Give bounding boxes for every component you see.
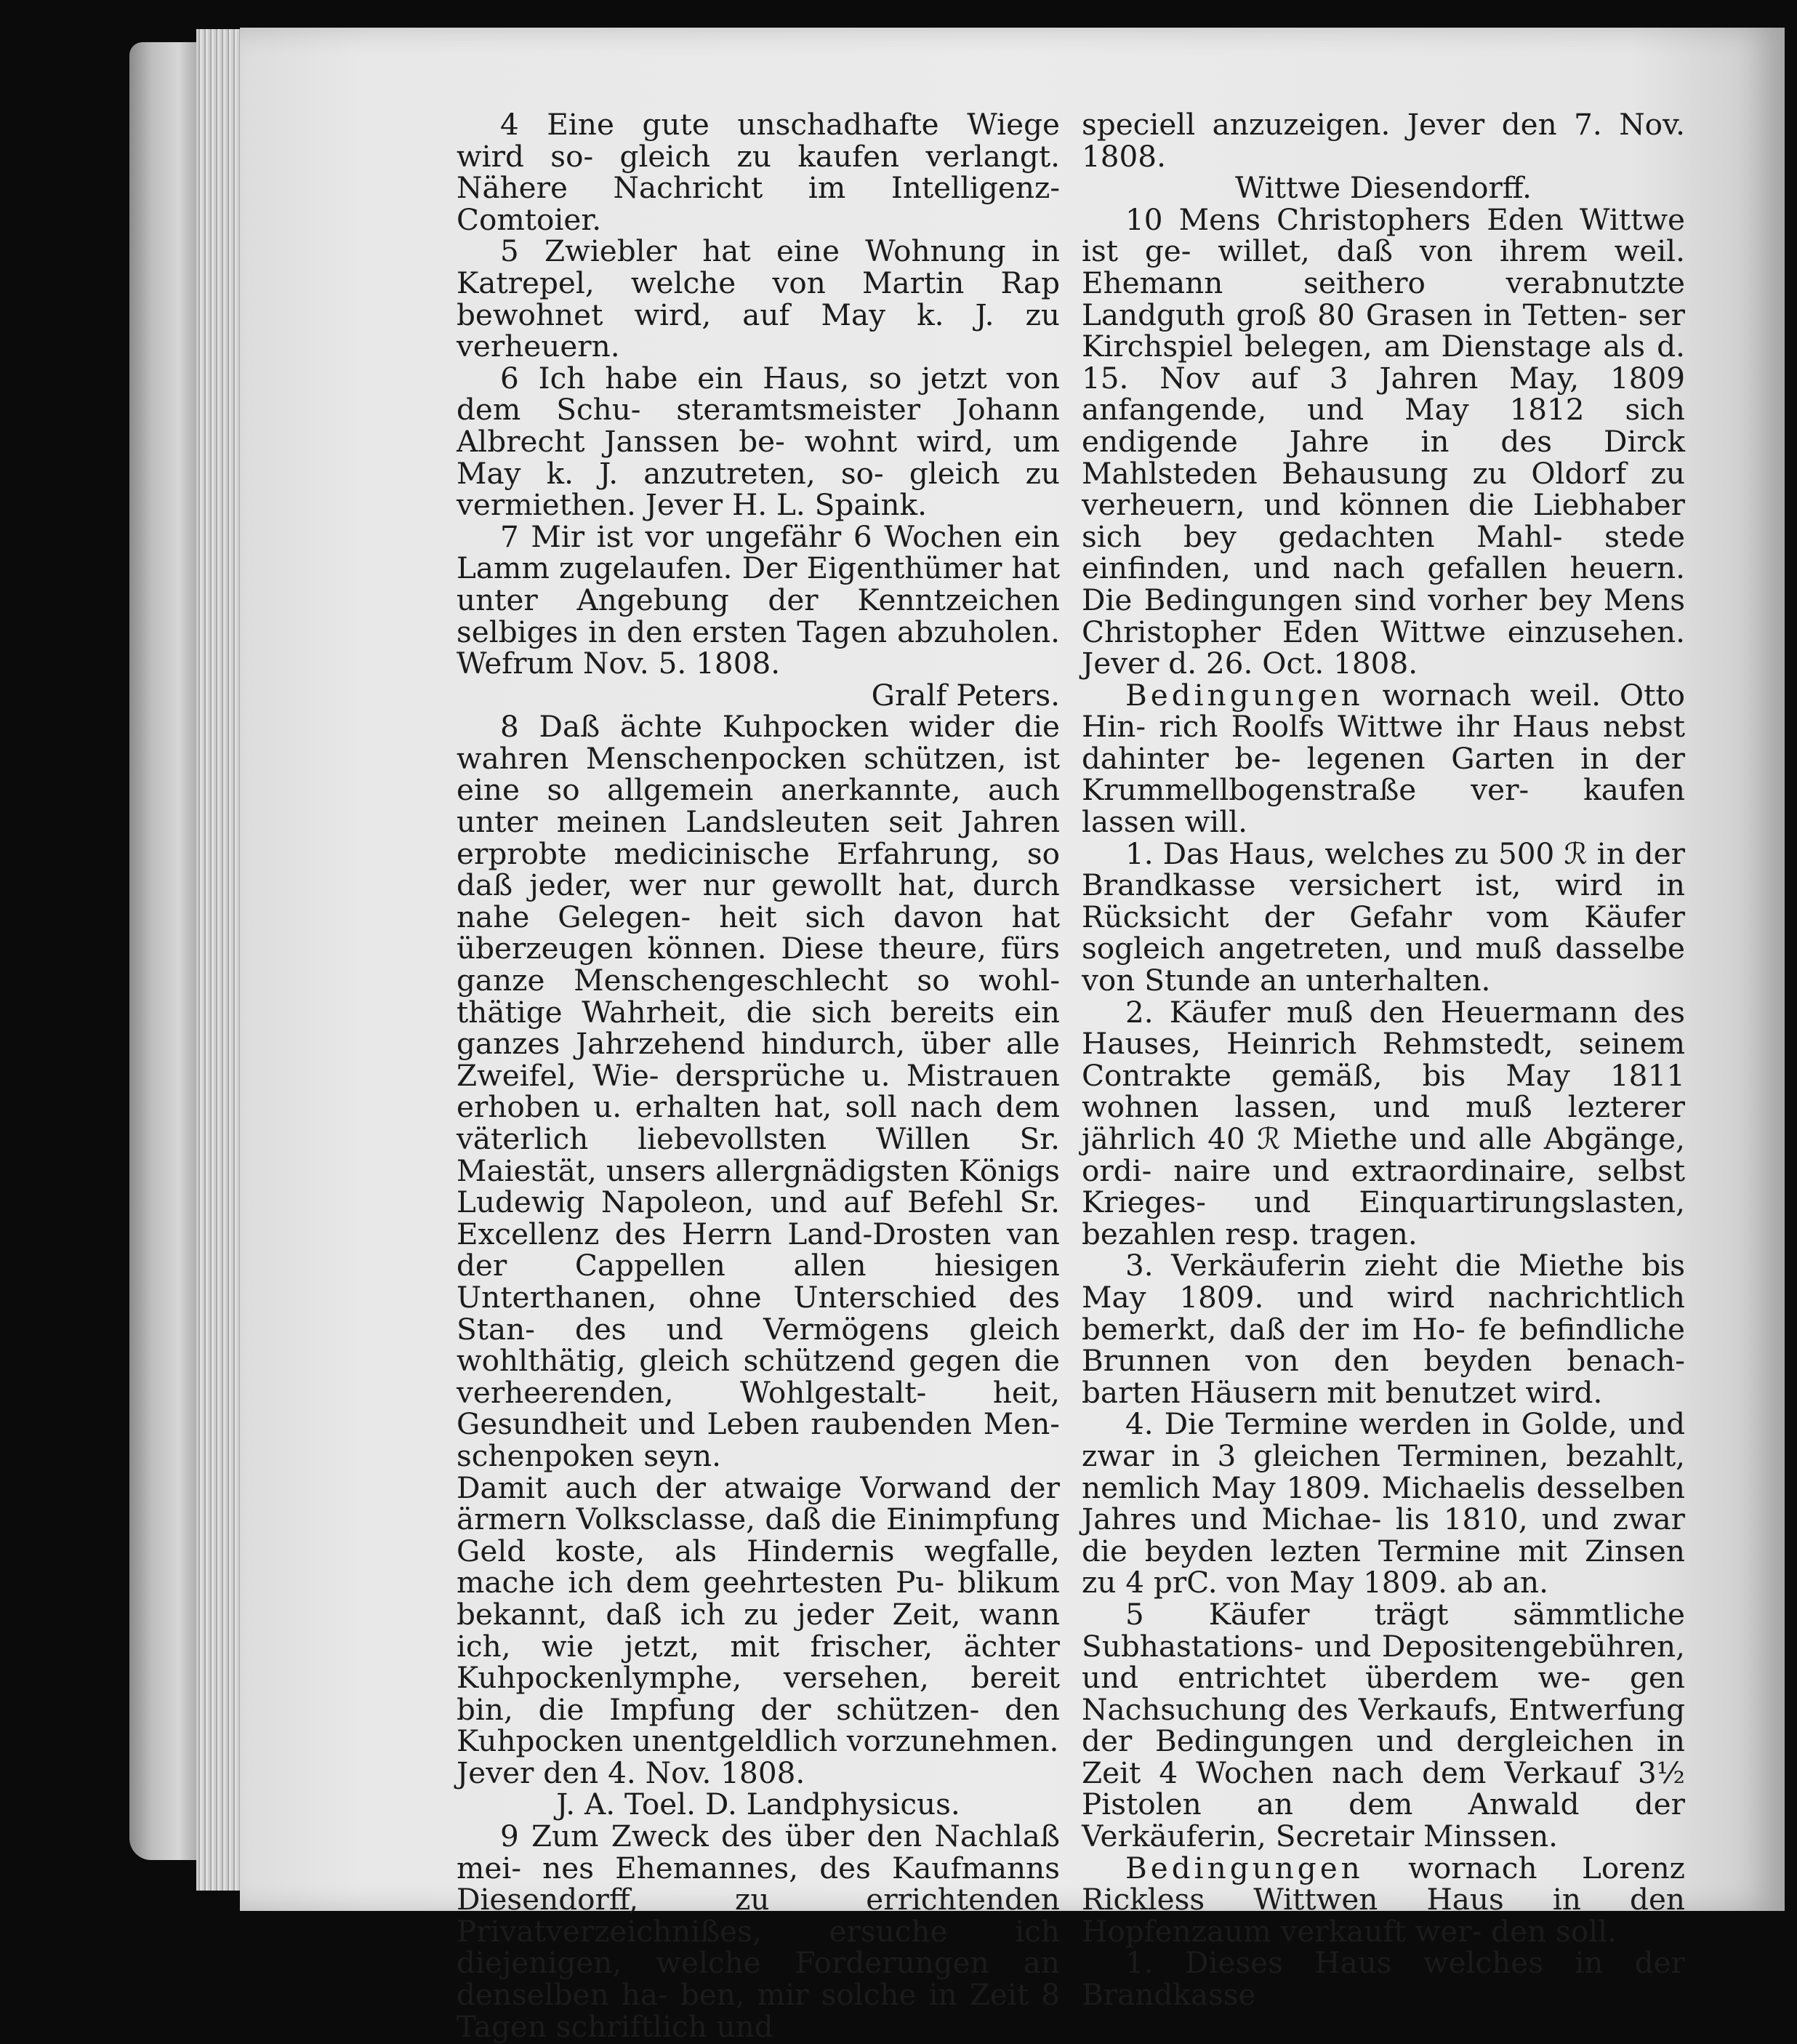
conditions-1-text: wornach weil. Otto Hin- rich Roolfs Wittwe ihr Haus nebst dahinter be- legenen Garten in der Krummellbogenstraße ver- kaufen lassen will. [1082, 677, 1686, 840]
condition-2: 2. Käufer muß den Heuermann des Hauses, Heinrich Rehmstedt, seinem Contrakte gemäß, bis May 1811 wohnen lassen, und muß lezterer jährlich 40 ℛ Miethe und alle Abgänge, ordi- naire und extraordinaire, selbst Krieges- und Einquartirungslasten, bezahlen resp. tragen. [1082, 994, 1685, 1251]
notice-9-signature: Wittwe Diesendorff. [1234, 170, 1532, 206]
right-column [1082, 109, 1685, 2011]
conditions-2 [1082, 1850, 1686, 1949]
notice-7: 7 Mir ist vor ungefähr 6 Wochen ein Lamm zugelaufen. Der Eigenthümer hat unter Angebung der Kenntzeichen selbiges in den ersten Tagen abzuholen. Wefrum Nov. 5. 1808. [457, 518, 1060, 681]
conditions-1-heading: Bedingungen [1125, 677, 1364, 713]
conditions-2-text: wornach Lorenz Rickless Wittwen Haus in den Hopfenzaum verkauft wer- den soll. [1082, 1850, 1686, 1949]
condition-1: 1. Das Haus, welches zu 500 ℛ in der Brandkasse versichert ist, wird in Rücksicht der Gefahr vom Käufer sogleich angetreten, und muß dasselbe von Stunde an unterhalten. [1082, 835, 1685, 998]
notice-4: 4 Eine gute unschadhafte Wiege wird so- gleich zu kaufen verlangt. Nähere Nachricht im Intelligenz-Comtoier. [457, 107, 1060, 237]
condition-d1: 1. Dieses Haus welches in der Brandkasse [1082, 1945, 1685, 2013]
conditions-1 [1082, 677, 1686, 840]
notice-10: 10 Mens Christophers Eden Wittwe ist ge- willet, daß von ihrem weil. Ehemann seithero verabnutzte Landguth groß 80 Grasen in Tetten- ser Kirchspiel belegen, am Dienstage als d. 15. Nov auf 3 Jahren May, 1809 anfangende, und May 1812 sich endigende Jahre in des Dirck Mahlsteden Behausung zu Oldorf zu verheuern, und können die Liebhaber sich bey gedachten Mahl- stede einfinden, und nach gefallen heuern. Die Bedingungen sind vorher bey Mens Christopher Eden Wittwe einzusehen. Jever d. 26. Oct. 1808. [1082, 201, 1685, 681]
notice-8: 8 Daß ächte Kuhpocken wider die wahren Menschenpocken schützen, ist eine so allgemein anerkannte, auch unter meinen Landsleuten seit Jahren erprobte medicinische Erfahrung, so daß jeder, wer nur gewollt hat, durch nahe Gelegen- heit sich davon hat überzeugen können. Diese theure, fürs ganze Menschengeschlecht so wohl- thätige Wahrheit, die sich bereits ein ganzes Jahrzehend hindurch, über alle Zweifel, Wie- dersprüche u. Mistrauen erhoben u. erhalten hat, soll nach dem väterlich liebevollsten Willen Sr. Maiestät, unsers allergnädigsten Königs Ludewig Napoleon, und auf Befehl Sr. Excellenz des Herrn Land-Drosten van der Cappellen allen hiesigen Unterthanen, ohne Unterschied des Stan- des und Vermögens gleich wohlthätig, gleich schützend gegen die verheerenden, Wohlgestalt- heit, Gesundheit und Leben raubenden Men- schenpoken seyn. [457, 709, 1060, 1473]
notice-8-date: Jever den 4. Nov. 1808. [457, 1755, 805, 1790]
notice-7-signature: Gralf Peters. [871, 677, 1060, 713]
condition-3: 3. Verkäuferin zieht die Miethe bis May 1809. und wird nachrichtlich bemerkt, daß der im Ho- fe befindliche Brunnen von den beyden benach- barten Häusern mit benutzet wird. [1082, 1248, 1685, 1410]
left-column [457, 109, 1060, 2043]
notice-8-continued: Damit auch der atwaige Vorwand der ärmern Volksclasse, daß die Einimpfung Geld koste, als Hindernis wegfalle, mache ich dem geehrtesten Pu- blikum bekannt, daß ich zu jeder Zeit, wann ich, wie jetzt, mit frischer, ächter Kuhpockenlymphe, versehen, bereit bin, die Impfung der schützen- den Kuhpocken unentgeldlich vorzunehmen. [457, 1470, 1060, 1759]
notice-8-signature: J. A. Toel. D. Landphysicus. [556, 1787, 960, 1822]
condition-5: 5 Käufer trägt sämmtliche Subhastations- und Depositengebühren, und entrichtet überdem we- gen Nachsuchung des Verkaufs, Entwerfung der Bedingungen und dergleichen in Zeit 4 Wochen nach dem Verkauf 3½ Pistolen an dem Anwald der Verkäuferin, Secretair Minssen. [1082, 1596, 1685, 1854]
conditions-2-heading: Bedingungen [1125, 1850, 1364, 1885]
notice-9: 9 Zum Zweck des über den Nachlaß mei- nes Ehemannes, des Kaufmanns Diesendorff, zu errichtenden Privatverzeichnißes, ersuche ich diejenigen, welche Forderungen an denselben ha- ben, mir solche in Zeit 8 Tagen schriftlich und [457, 1819, 1060, 2044]
notice-5: 5 Zwiebler hat eine Wohnung in Katrepel, welche von Martin Rap bewohnet wird, auf May k. J. zu verheuern. [457, 233, 1060, 364]
notice-9-continued: speciell anzuzeigen. Jever den 7. Nov. 1808. [1082, 107, 1685, 174]
notice-6: 6 Ich habe ein Haus, so jetzt von dem Schu- steramtsmeister Johann Albrecht Janssen be- wohnt wird, um May k. J. anzutreten, so- gleich zu vermiethen. Jever H. L. Spaink. [457, 360, 1060, 523]
condition-4: 4. Die Termine werden in Golde, und zwar in 3 gleichen Terminen, bezahlt, nemlich May 1809. Michaelis desselben Jahres und Michae- lis 1810, und zwar die beyden lezten Termine mit Zinsen zu 4 prC. von May 1809. ab an. [1082, 1406, 1685, 1600]
